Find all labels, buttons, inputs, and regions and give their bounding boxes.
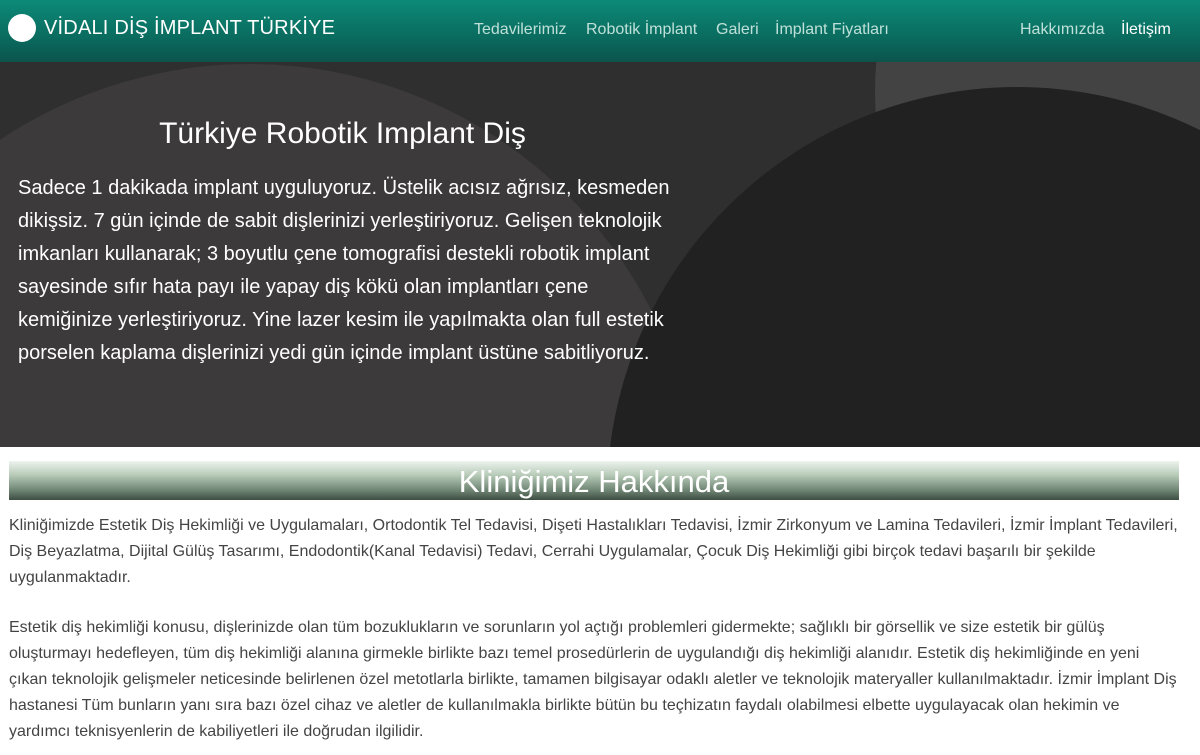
nav-link-implant-fiyatlari[interactable]: İmplant Fiyatları [775, 21, 889, 38]
logo-circle-icon [8, 14, 36, 42]
about-section-title: Kliniğimiz Hakkında [458, 464, 730, 499]
hero-title: Türkiye Robotik Implant Diş [159, 117, 526, 150]
nav-link-robotik-implant[interactable]: Robotik İmplant [586, 21, 698, 38]
hero-section [0, 62, 1200, 447]
nav-link-hakkimizda[interactable]: Hakkımızda [1020, 21, 1105, 38]
nav-link-galeri[interactable]: Galeri [716, 21, 759, 38]
about-section-header [9, 461, 1179, 500]
hero-description: Sadece 1 dakikada implant uyguluyoruz. Üstelik acısız ağrısız, kesmeden dikişsiz. 7 gün içinde de sabit dişlerinizi yerleştiriyoruz. Gelişen teknolojik imkanları kullanarak; 3 boyutlu çene tomografisi destekli robotik implant sayesinde sıfır hata payı ile yapay diş kökü olan implantları çene kemiğinize yerleştiriyoruz. Yine lazer kesim ile yapılmakta olan full estetik porselen kaplama dişlerinizi yedi gün içinde implant üstüne sabitliyoruz. [18, 177, 670, 364]
about-paragraph: Kliniğimizde Estetik Diş Hekimliği ve Uygulamaları, Ortodontik Tel Tedavisi, Dişeti Hastalıkları Tedavisi, İzmir Zirkonyum ve Lamina Tedavileri, İzmir İmplant Tedavileri, Diş Beyazlatma, Dijital Gülüş Tasarımı, Endodontik(Kanal Tedavisi) Tedavi, Cerrahi Uygulamalar, Çocuk Diş Hekimliği gibi birçok tedavi başarılı bir şekilde uygulanmaktadır. [9, 517, 1178, 586]
nav-link-tedavilerimiz[interactable]: Tedavilerimiz [474, 21, 567, 38]
top-navbar [0, 0, 1200, 62]
about-paragraph: Estetik diş hekimliği konusu, dişlerinizde olan tüm bozuklukların ve sorunların yol açtığı problemleri gidermekte; sağlıklı bir görsellik ve size estetik bir gülüş oluşturmayı hedefleyen, tüm diş hekimliği alanına girmekle birlikte bazı temel prosedürlerin de uygulandığı diş hekimliği alanıdır. Estetik diş hekimliğinde en yeni çıkan teknolojik gelişmeler neticesinde belirlenen özel metotlarla birlikte, tamamen bilgisayar odaklı aletler ve teknolojik materyaller kullanılmaktadır. İzmir İmplant Diş hastanesi Tüm bunların yanı sıra bazı özel cihaz ve aletler de kullanılmakla birlikte bütün bu teçhizatın faydalı olabilmesi elbette uygulayacak olan hekimin ve yardımcı teknisyenlerin de kabiliyetleri ile doğrudan ilgilidir. [9, 619, 1177, 740]
brand-name: VİDALI DİŞ İMPLANT TÜRKİYE [44, 16, 336, 39]
nav-link-iletisim[interactable]: İletişim [1121, 21, 1171, 38]
hero-decor-circle [607, 87, 1200, 447]
brand-link[interactable] [8, 14, 335, 42]
